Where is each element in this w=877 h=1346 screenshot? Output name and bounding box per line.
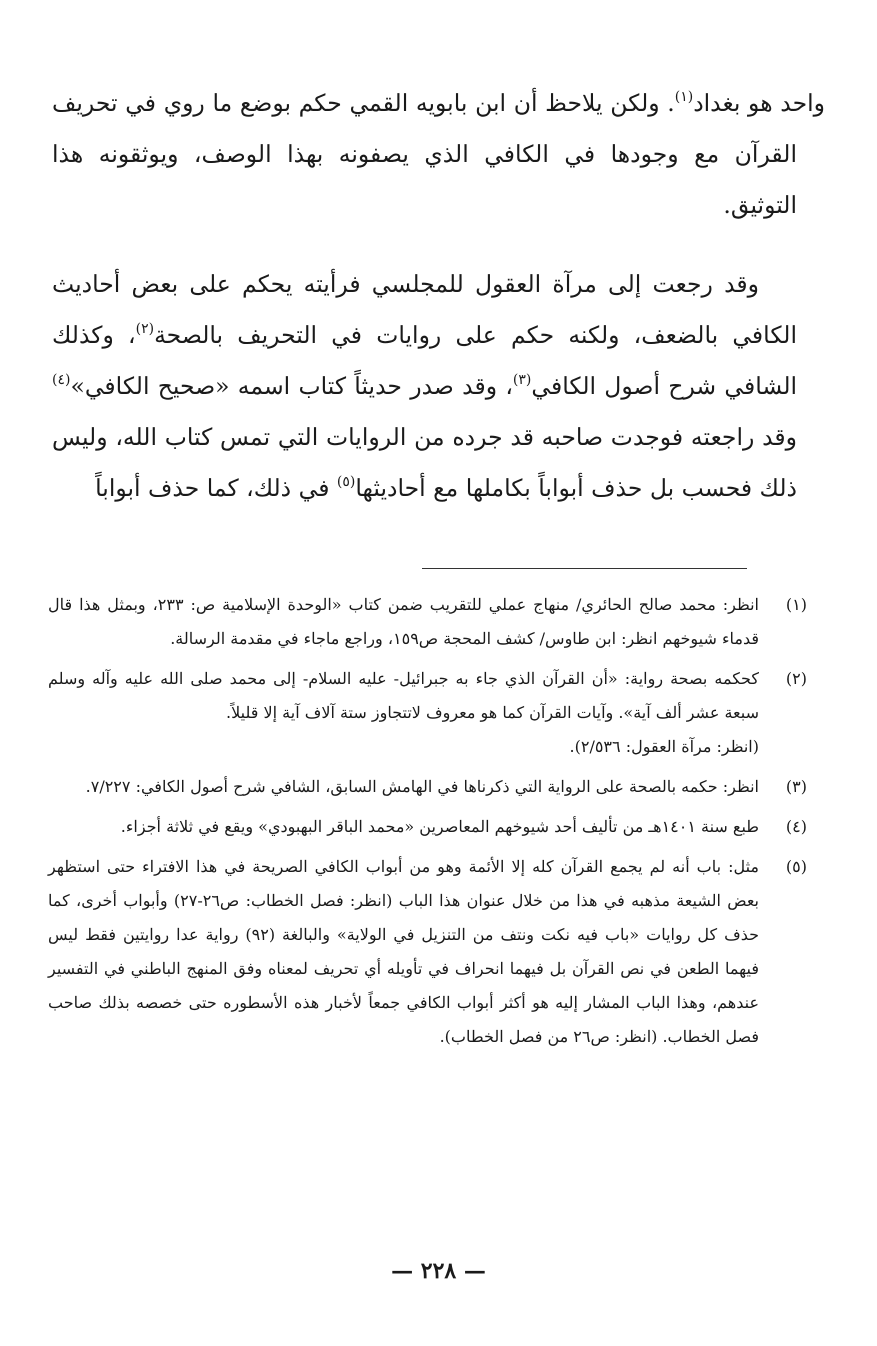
text-segment: وقد راجعته فوجدت صاحبه قد جرده من الروايات التي تمس كتاب الله، وليس ذلك فحسب بل حذف أبواباً بكاملها مع أحاديثها [52, 423, 797, 502]
text-segment: ، وقد صدر حديثاً كتاب اسمه «صحيح الكافي» [70, 372, 513, 400]
footnote-text: انظر: حكمه بالصحة على الرواية التي ذكرناها في الهامش السابق، الشافي شرح أصول الكافي: ٧/٢٢٧. [85, 777, 759, 796]
text-segment: واحد هو بغداد [693, 89, 825, 117]
footnote-text: مثل: باب أنه لم يجمع القرآن كله إلا الأئمة وهو من أبواب الكافي الصريحة في هذا الافتراء حتى استظهر بعض الشيعة مذهبه في هذا من خلال عنوان هذا الباب (انظر: فصل الخطاب: ص٢٦-٢٧) وأبواب أخرى، كما حذف كل روايات «باب فيه نكت ونتف من التنزيل في الولاية» والبالغة (٩٢) رواية عدا روايتين فقط ليس فيهما الطعن في نص القرآن بل فيهما انحراف في تأويله أي تحريف لمعناه وفق المنهج الباطني في التفسير عندهم، وهذا الباب المشار إليه هو أكثر أبواب الكافي جمعاً لأخبار هذه الأسطوره حتى خصصه بذلك صاحب فصل الخطاب. (انظر: ص٢٦ من فصل الخطاب). [48, 857, 759, 1046]
page-number: — ٢٢٨ — [391, 1258, 486, 1284]
main-text [52, 78, 825, 514]
footnote-1 [48, 588, 807, 656]
footnote-number: (٤) [785, 817, 807, 836]
footnote-3 [48, 770, 807, 804]
paragraph-1 [52, 78, 825, 231]
text-segment: . ولكن يلاحظ أن ابن بابويه القمي حكم بوضع ما روي في تحريف القرآن مع وجودها في الكافي الذي يصفونه بهذا الوصف، ويوثقونه هذا التوثيق. [52, 89, 797, 219]
text-segment: ، وكذلك الشافي شرح أصول الكافي [52, 321, 798, 400]
paragraph-2 [52, 259, 797, 514]
footnote-body [48, 850, 759, 1054]
footnote-body [48, 588, 759, 656]
footnote-ref-5[interactable]: (٥) [336, 474, 356, 490]
footnote-text: طبع سنة ١٤٠١هـ من تأليف أحد شيوخهم المعاصرين «محمد الباقر البهبودي» ويقع في ثلاثة أجزاء. [120, 817, 759, 836]
footnote-text: كحكمه بصحة رواية: «أن القرآن الذي جاء به جبرائيل- عليه السلام- إلى محمد صلى الله عليه وآله وسلم سبعة عشر ألف آية». وآيات القرآن كما هو معروف لاتتجاوز ستة آلاف آية إلا قليلاً. [48, 669, 759, 722]
footnote-number: (١) [785, 595, 807, 614]
footnote-text: انظر: محمد صالح الحائري/ منهاج عملي للتقريب ضمن كتاب «الوحدة الإسلامية ص: ٢٣٣، وبمثل هذا قال قدماء شيوخهم انظر: ابن طاوس/ كشف المحجة ص١٥٩، وراجع ماجاء في مقدمة الرسالة. [48, 595, 759, 648]
text-segment: في ذلك، كما حذف أبواباً [95, 474, 337, 502]
footnote-4 [48, 810, 807, 844]
footnote-number: (٢) [785, 669, 807, 688]
footnote-body [48, 770, 759, 804]
footnote-number: (٥) [785, 857, 807, 876]
footnote-number: (٣) [785, 777, 807, 796]
footnote-ref-3[interactable]: (٣) [512, 372, 532, 388]
footnote-body [48, 810, 759, 844]
footnote-ref-4[interactable]: (٤) [52, 372, 71, 388]
footnote-2 [48, 662, 807, 764]
footnote-ref-1[interactable]: (١) [674, 89, 694, 105]
footnote-body [48, 662, 759, 764]
footnote-citation: (انظر: مرآة العقول: ٢/٥٣٦). [569, 737, 759, 756]
footnotes [48, 588, 807, 1060]
footnote-divider [422, 568, 747, 569]
footnote-ref-2[interactable]: (٢) [135, 321, 155, 337]
text-segment: وقد رجعت إلى مرآة العقول للمجلسي فرأيته يحكم على بعض أحاديث الكافي بالضعف، ولكنه حكم على روايات في التحريف بالصحة [52, 270, 797, 349]
footnote-5 [48, 850, 807, 1054]
